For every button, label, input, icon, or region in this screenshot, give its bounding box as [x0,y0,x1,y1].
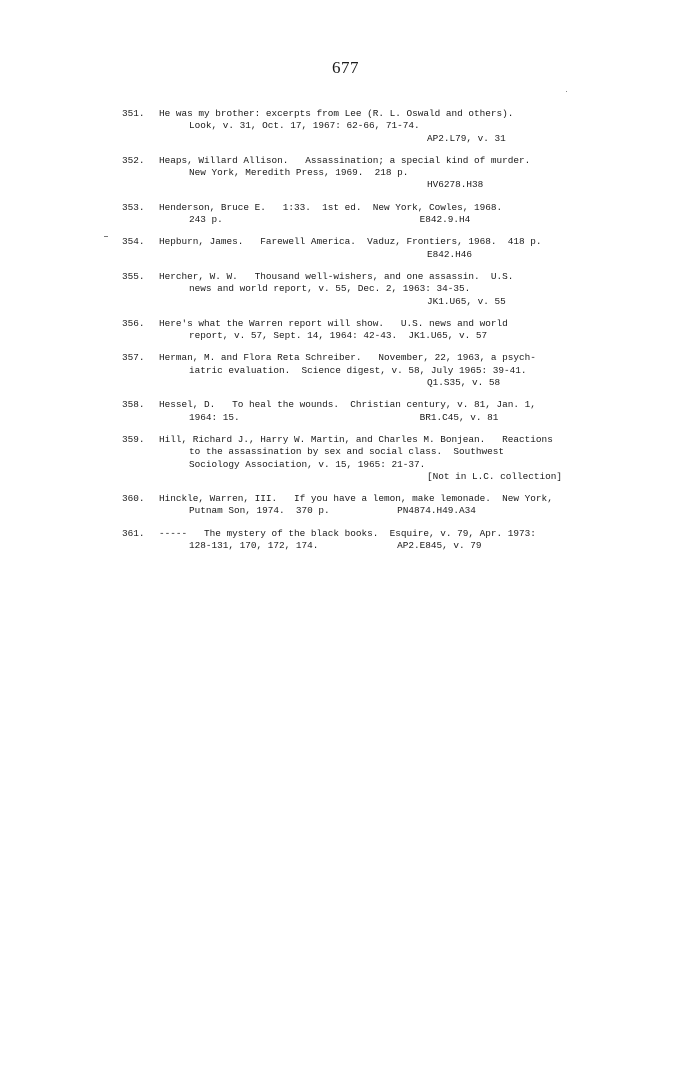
entry-citation [159,493,592,518]
citation-line: Hill, Richard J., Harry W. Martin, and Charles M. Bonjean. Reactions [159,433,553,445]
entry-number: 358. [122,399,145,411]
entry-number: 355. [122,270,145,282]
call-number: E842.H46 [427,248,473,260]
citation-line: ----- The mystery of the black books. Esquire, v. 79, Apr. 1973: [159,527,536,539]
call-number: Q1.S35, v. 58 [427,377,501,389]
entry-number: 353. [122,201,145,213]
call-number: JK1.U65, v. 55 [427,295,506,307]
bibliography-entry [122,271,592,308]
entry-number: 360. [122,493,145,505]
entry-number: 354. [122,236,145,248]
entry-number: 351. [122,108,145,119]
citation-line: Heaps, Willard Allison. Assassination; a special kind of murder. [159,154,531,166]
entry-citation [159,236,592,261]
citation-line: iatric evaluation. Science digest, v. 58, July 1965: 39-41. [189,364,527,376]
call-number: HV6278.H38 [427,179,484,191]
citation-line: Hessel, D. To heal the wounds. Christian century, v. 81, Jan. 1, [159,399,536,411]
citation-line: 243 p. E842.9.H4 [189,214,471,226]
citation-line: New York, Meredith Press, 1969. 218 p. [189,167,409,179]
entry-citation [159,271,592,308]
citation-line: Hepburn, James. Farewell America. Vaduz, Frontiers, 1968. 418 p. [159,236,542,248]
entry-number: 357. [122,352,145,364]
citation-line: to the assassination by sex and social class. Southwest [189,446,505,458]
scan-mark [566,91,567,92]
citation-line: Hinckle, Warren, III. If you have a lemon, make lemonade. New York, [159,493,553,505]
bibliography-entry [122,528,592,553]
citation-line: Herman, M. and Flora Reta Schreiber. November, 22, 1963, a psych- [159,352,536,364]
citation-line: He was my brother: excerpts from Lee (R. L. Oswald and others). [159,108,514,119]
bibliography-entry [122,399,592,424]
citation-line: Look, v. 31, Oct. 17, 1967: 62-66, 71-74. [189,120,420,132]
citation-line: Putnam Son, 1974. 370 p. PN4874.H49.A34 [189,505,476,517]
entry-citation [159,108,592,145]
citation-line: Sociology Association, v. 15, 1965: 21-37. [189,458,426,470]
citation-line: news and world report, v. 55, Dec. 2, 1963: 34-35. [189,283,471,295]
entry-citation [159,202,592,227]
entry-citation [159,352,592,389]
citation-line: 1964: 15. BR1.C45, v. 81 [189,411,499,423]
bibliography-list [122,108,592,562]
entry-citation [159,155,592,192]
citation-line: Hercher, W. W. Thousand well-wishers, and one assassin. U.S. [159,270,514,282]
citation-line: Henderson, Bruce E. 1:33. 1st ed. New York, Cowles, 1968. [159,201,503,213]
page-number: 677 [332,58,359,77]
entry-citation [159,399,592,424]
bibliography-entry [122,493,592,518]
bibliography-entry [122,352,592,389]
entry-number: 356. [122,317,145,329]
scan-mark [104,236,108,237]
entry-citation [159,528,592,553]
call-number: [Not in L.C. collection] [427,470,563,482]
entry-number: 352. [122,154,145,166]
bibliography-entry [122,155,592,192]
entry-number: 361. [122,527,145,539]
citation-line: Here's what the Warren report will show. U.S. news and world [159,317,508,329]
entry-citation [159,434,592,483]
citation-line: report, v. 57, Sept. 14, 1964: 42-43. JK1.U65, v. 57 [189,330,488,342]
bibliography-entry [122,202,592,227]
entry-number: 359. [122,433,145,445]
bibliography-entry [122,434,592,483]
call-number: AP2.L79, v. 31 [427,132,506,144]
citation-line: 128-131, 170, 172, 174. AP2.E845, v. 79 [189,540,482,552]
entry-citation [159,318,592,343]
bibliography-entry [122,236,592,261]
bibliography-entry [122,318,592,343]
bibliography-entry [122,108,592,145]
